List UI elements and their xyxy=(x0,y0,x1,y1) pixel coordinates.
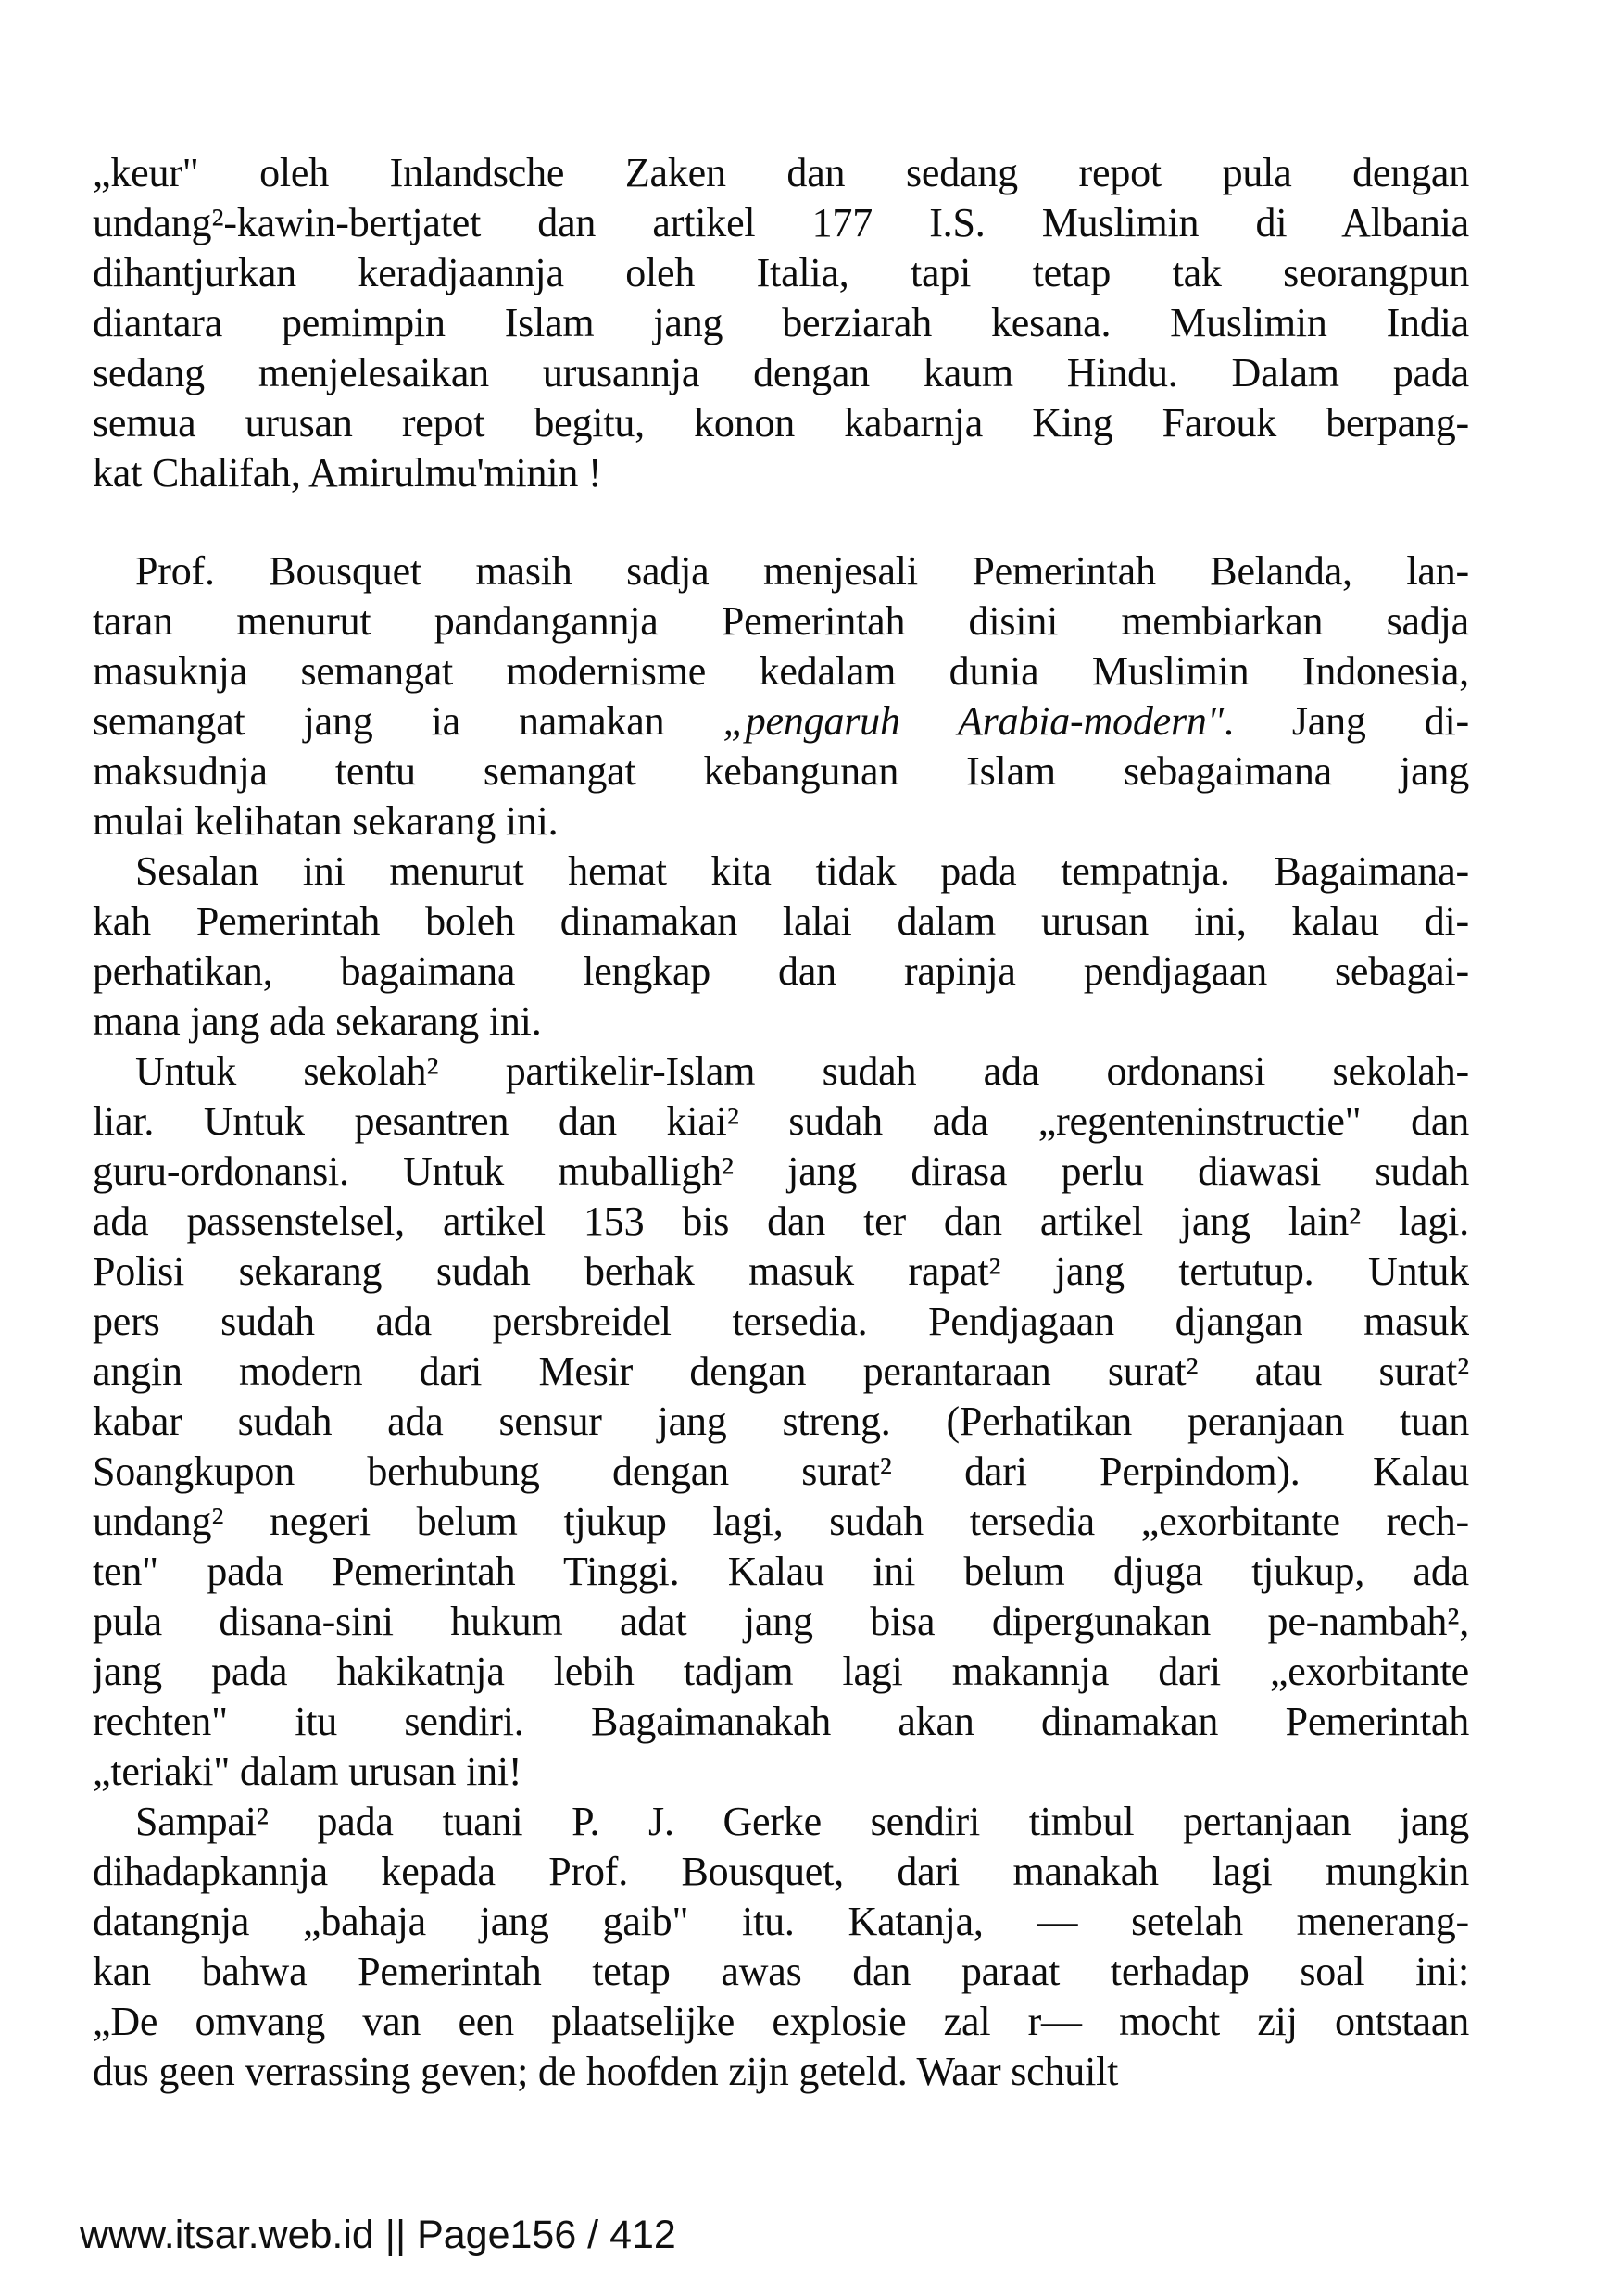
text-segment: „keur" oleh Inlandsche Zaken dan sedang repot pula dengan xyxy=(93,150,1469,195)
text-segment: diantara pemimpin Islam jang berziarah kesana. Muslimin India xyxy=(93,300,1469,345)
text-segment: Sesalan ini menurut hemat kita tidak pada tempatnja. Bagaimana- xyxy=(135,848,1469,894)
paragraph xyxy=(93,847,1469,1047)
text-line xyxy=(93,1097,1469,1147)
text-segment: maksudnja tentu semangat kebangunan Islam sebagaimana jang xyxy=(93,748,1469,794)
text-segment: undang² negeri belum tjukup lagi, sudah tersedia „exorbitante rech- xyxy=(93,1499,1469,1544)
text-segment: dihantjurkan keradjaannja oleh Italia, tapi tetap tak seorangpun xyxy=(93,250,1469,295)
text-line xyxy=(93,546,1469,596)
text-line xyxy=(93,1447,1469,1497)
text-line xyxy=(93,747,1469,797)
text-segment: taran menurut pandangannja Pemerintah disini membiarkan sadja xyxy=(93,598,1469,644)
text-segment: Prof. Bousquet masih sadja menjesali Pemerintah Belanda, lan- xyxy=(135,548,1469,594)
text-line xyxy=(93,696,1469,747)
text-segment: sedang menjelesaikan urusannja dengan kaum Hindu. Dalam pada xyxy=(93,350,1469,395)
text-line xyxy=(93,1547,1469,1597)
text-line xyxy=(93,1747,1469,1797)
text-segment: mulai kelihatan sekarang ini. xyxy=(93,798,559,844)
italic-text-segment: „pengaruh Arabia-modern" xyxy=(723,698,1224,744)
text-segment: kan bahwa Pemerintah tetap awas dan paraat terhadap soal ini: xyxy=(93,1949,1469,1994)
text-segment: kabar sudah ada sensur jang streng. (Perhatikan peranjaan tuan xyxy=(93,1399,1469,1444)
text-segment: kah Pemerintah boleh dinamakan lalai dalam urusan ini, kalau di- xyxy=(93,898,1469,944)
text-line xyxy=(93,596,1469,646)
paragraph xyxy=(93,1047,1469,1797)
text-line xyxy=(93,1697,1469,1747)
text-line xyxy=(93,1997,1469,2047)
text-line xyxy=(93,1397,1469,1447)
text-line xyxy=(93,298,1469,348)
text-segment: liar. Untuk pesantren dan kiai² sudah ada „regenteninstructie" dan xyxy=(93,1098,1469,1144)
text-segment: Polisi sekarang sudah berhak masuk rapat² jang tertutup. Untuk xyxy=(93,1248,1469,1294)
text-segment: mana jang ada sekarang ini. xyxy=(93,998,542,1044)
text-segment: dihadapkannja kepada Prof. Bousquet, dari manakah lagi mungkin xyxy=(93,1849,1469,1894)
text-line xyxy=(93,897,1469,947)
text-line xyxy=(93,1847,1469,1897)
text-line xyxy=(93,1197,1469,1247)
text-segment: „teriaki" dalam urusan ini! xyxy=(93,1749,522,1794)
footer-text: www.itsar.web.id || Page156 / 412 xyxy=(80,2213,676,2257)
text-line xyxy=(93,448,1469,498)
text-line xyxy=(93,1597,1469,1647)
text-segment: ada passenstelsel, artikel 153 bis dan ter dan artikel jang lain² lagi. xyxy=(93,1198,1469,1244)
text-line xyxy=(93,997,1469,1047)
text-line xyxy=(93,248,1469,298)
footer xyxy=(80,2212,676,2258)
text-line xyxy=(93,1897,1469,1947)
text-segment: Sampai² pada tuani P. J. Gerke sendiri timbul pertanjaan jang xyxy=(135,1799,1469,1844)
text-segment: . Jang di- xyxy=(1224,698,1469,744)
text-segment: semangat jang ia namakan xyxy=(93,698,723,744)
text-segment: datangnja „bahaja jang gaib" itu. Katanja, — setelah menerang- xyxy=(93,1899,1469,1944)
paragraph xyxy=(93,546,1469,847)
text-segment: pula disana-sini hukum adat jang bisa dipergunakan pe-nambah², xyxy=(93,1599,1469,1644)
text-segment: semua urusan repot begitu, konon kabarnja King Farouk berpang- xyxy=(93,400,1469,445)
text-line xyxy=(93,1647,1469,1697)
text-segment: guru-ordonansi. Untuk muballigh² jang dirasa perlu diawasi sudah xyxy=(93,1148,1469,1194)
text-line xyxy=(93,1497,1469,1547)
text-line xyxy=(93,1297,1469,1347)
paragraph xyxy=(93,148,1469,498)
text-segment: undang²-kawin-bertjatet dan artikel 177 I.S. Muslimin di Albania xyxy=(93,200,1469,245)
text-line xyxy=(93,1147,1469,1197)
text-segment: angin modern dari Mesir dengan perantaraan surat² atau surat² xyxy=(93,1349,1469,1394)
text-line xyxy=(93,1047,1469,1097)
text-segment: Soangkupon berhubung dengan surat² dari Perpindom). Kalau xyxy=(93,1449,1469,1494)
text-segment: masuknja semangat modernisme kedalam dunia Muslimin Indonesia, xyxy=(93,648,1469,694)
text-line xyxy=(93,947,1469,997)
paragraph xyxy=(93,1797,1469,2097)
text-segment: pers sudah ada persbreidel tersedia. Pendjagaan djangan masuk xyxy=(93,1299,1469,1344)
text-line xyxy=(93,1797,1469,1847)
text-line xyxy=(93,198,1469,248)
text-line xyxy=(93,1247,1469,1297)
text-segment: ten" pada Pemerintah Tinggi. Kalau ini belum djuga tjukup, ada xyxy=(93,1549,1469,1594)
text-line xyxy=(93,348,1469,398)
text-line xyxy=(93,1347,1469,1397)
text-segment: dus geen verrassing geven; de hoofden zijn geteld. Waar schuilt xyxy=(93,2049,1119,2094)
text-line xyxy=(93,847,1469,897)
text-segment: Untuk sekolah² partikelir-Islam sudah ada ordonansi sekolah- xyxy=(135,1048,1469,1094)
text-segment: kat Chalifah, Amirulmu'minin ! xyxy=(93,450,602,496)
text-block xyxy=(93,148,1469,2097)
text-line xyxy=(93,148,1469,198)
text-segment: perhatikan, bagaimana lengkap dan rapinja pendjagaan sebagai- xyxy=(93,948,1469,994)
text-segment: „De omvang van een plaatselijke explosie zal r— mocht zij ontstaan xyxy=(93,1999,1469,2044)
text-line xyxy=(93,398,1469,448)
text-line xyxy=(93,797,1469,847)
text-segment: jang pada hakikatnja lebih tadjam lagi makannja dari „exorbitante xyxy=(93,1649,1469,1694)
text-segment: rechten" itu sendiri. Bagaimanakah akan dinamakan Pemerintah xyxy=(93,1699,1469,1744)
text-line xyxy=(93,646,1469,696)
text-line xyxy=(93,1947,1469,1997)
text-line xyxy=(93,2047,1469,2097)
